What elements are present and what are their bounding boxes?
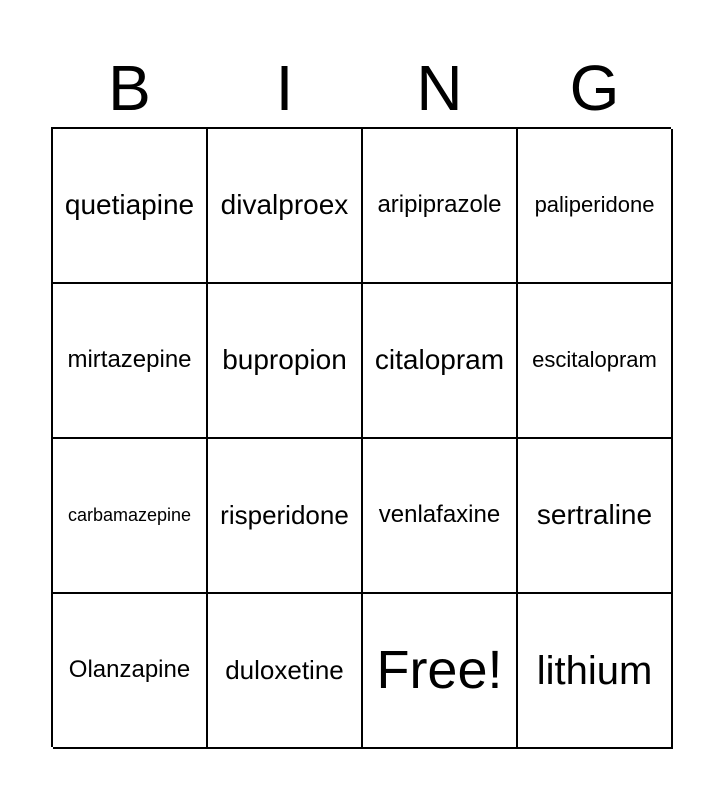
cell-label: aripiprazole [377,191,502,219]
cell-label: carbamazepine [67,504,192,525]
bingo-cell[interactable] [208,284,363,439]
bingo-cell[interactable] [53,439,208,594]
cell-label: duloxetine [225,655,344,686]
bingo-board [51,127,671,747]
header-letter-i: I [275,52,294,124]
cell-label: citalopram [374,344,505,376]
bingo-cell[interactable] [208,129,363,284]
cell-label: mirtazepine [67,346,192,374]
cell-label: paliperidone [534,192,655,218]
cell-label: bupropion [222,344,347,376]
cell-label: Olanzapine [68,656,191,684]
bingo-header [52,48,672,128]
bingo-cell[interactable] [208,594,363,749]
cell-label: escitalopram [532,347,657,373]
free-space-label: Free! [376,639,503,700]
header-letter-n: N [416,52,463,124]
bingo-cell[interactable] [363,129,518,284]
header-letter-g: G [569,52,620,124]
bingo-cell[interactable] [53,594,208,749]
bingo-cell[interactable] [53,129,208,284]
cell-label: lithium [536,648,653,693]
bingo-cell[interactable] [518,129,673,284]
bingo-cell[interactable] [53,284,208,439]
header-letter-b: B [108,52,151,124]
cell-label: sertraline [536,499,653,531]
cell-label: divalproex [220,189,349,221]
bingo-cell[interactable] [518,594,673,749]
bingo-cell[interactable] [518,284,673,439]
bingo-cell-free[interactable] [363,594,518,749]
bingo-cell[interactable] [208,439,363,594]
cell-label: venlafaxine [378,501,501,529]
cell-label: risperidone [220,500,349,531]
bingo-cell[interactable] [518,439,673,594]
bingo-cell[interactable] [363,439,518,594]
cell-label: quetiapine [64,189,195,221]
bingo-cell[interactable] [363,284,518,439]
